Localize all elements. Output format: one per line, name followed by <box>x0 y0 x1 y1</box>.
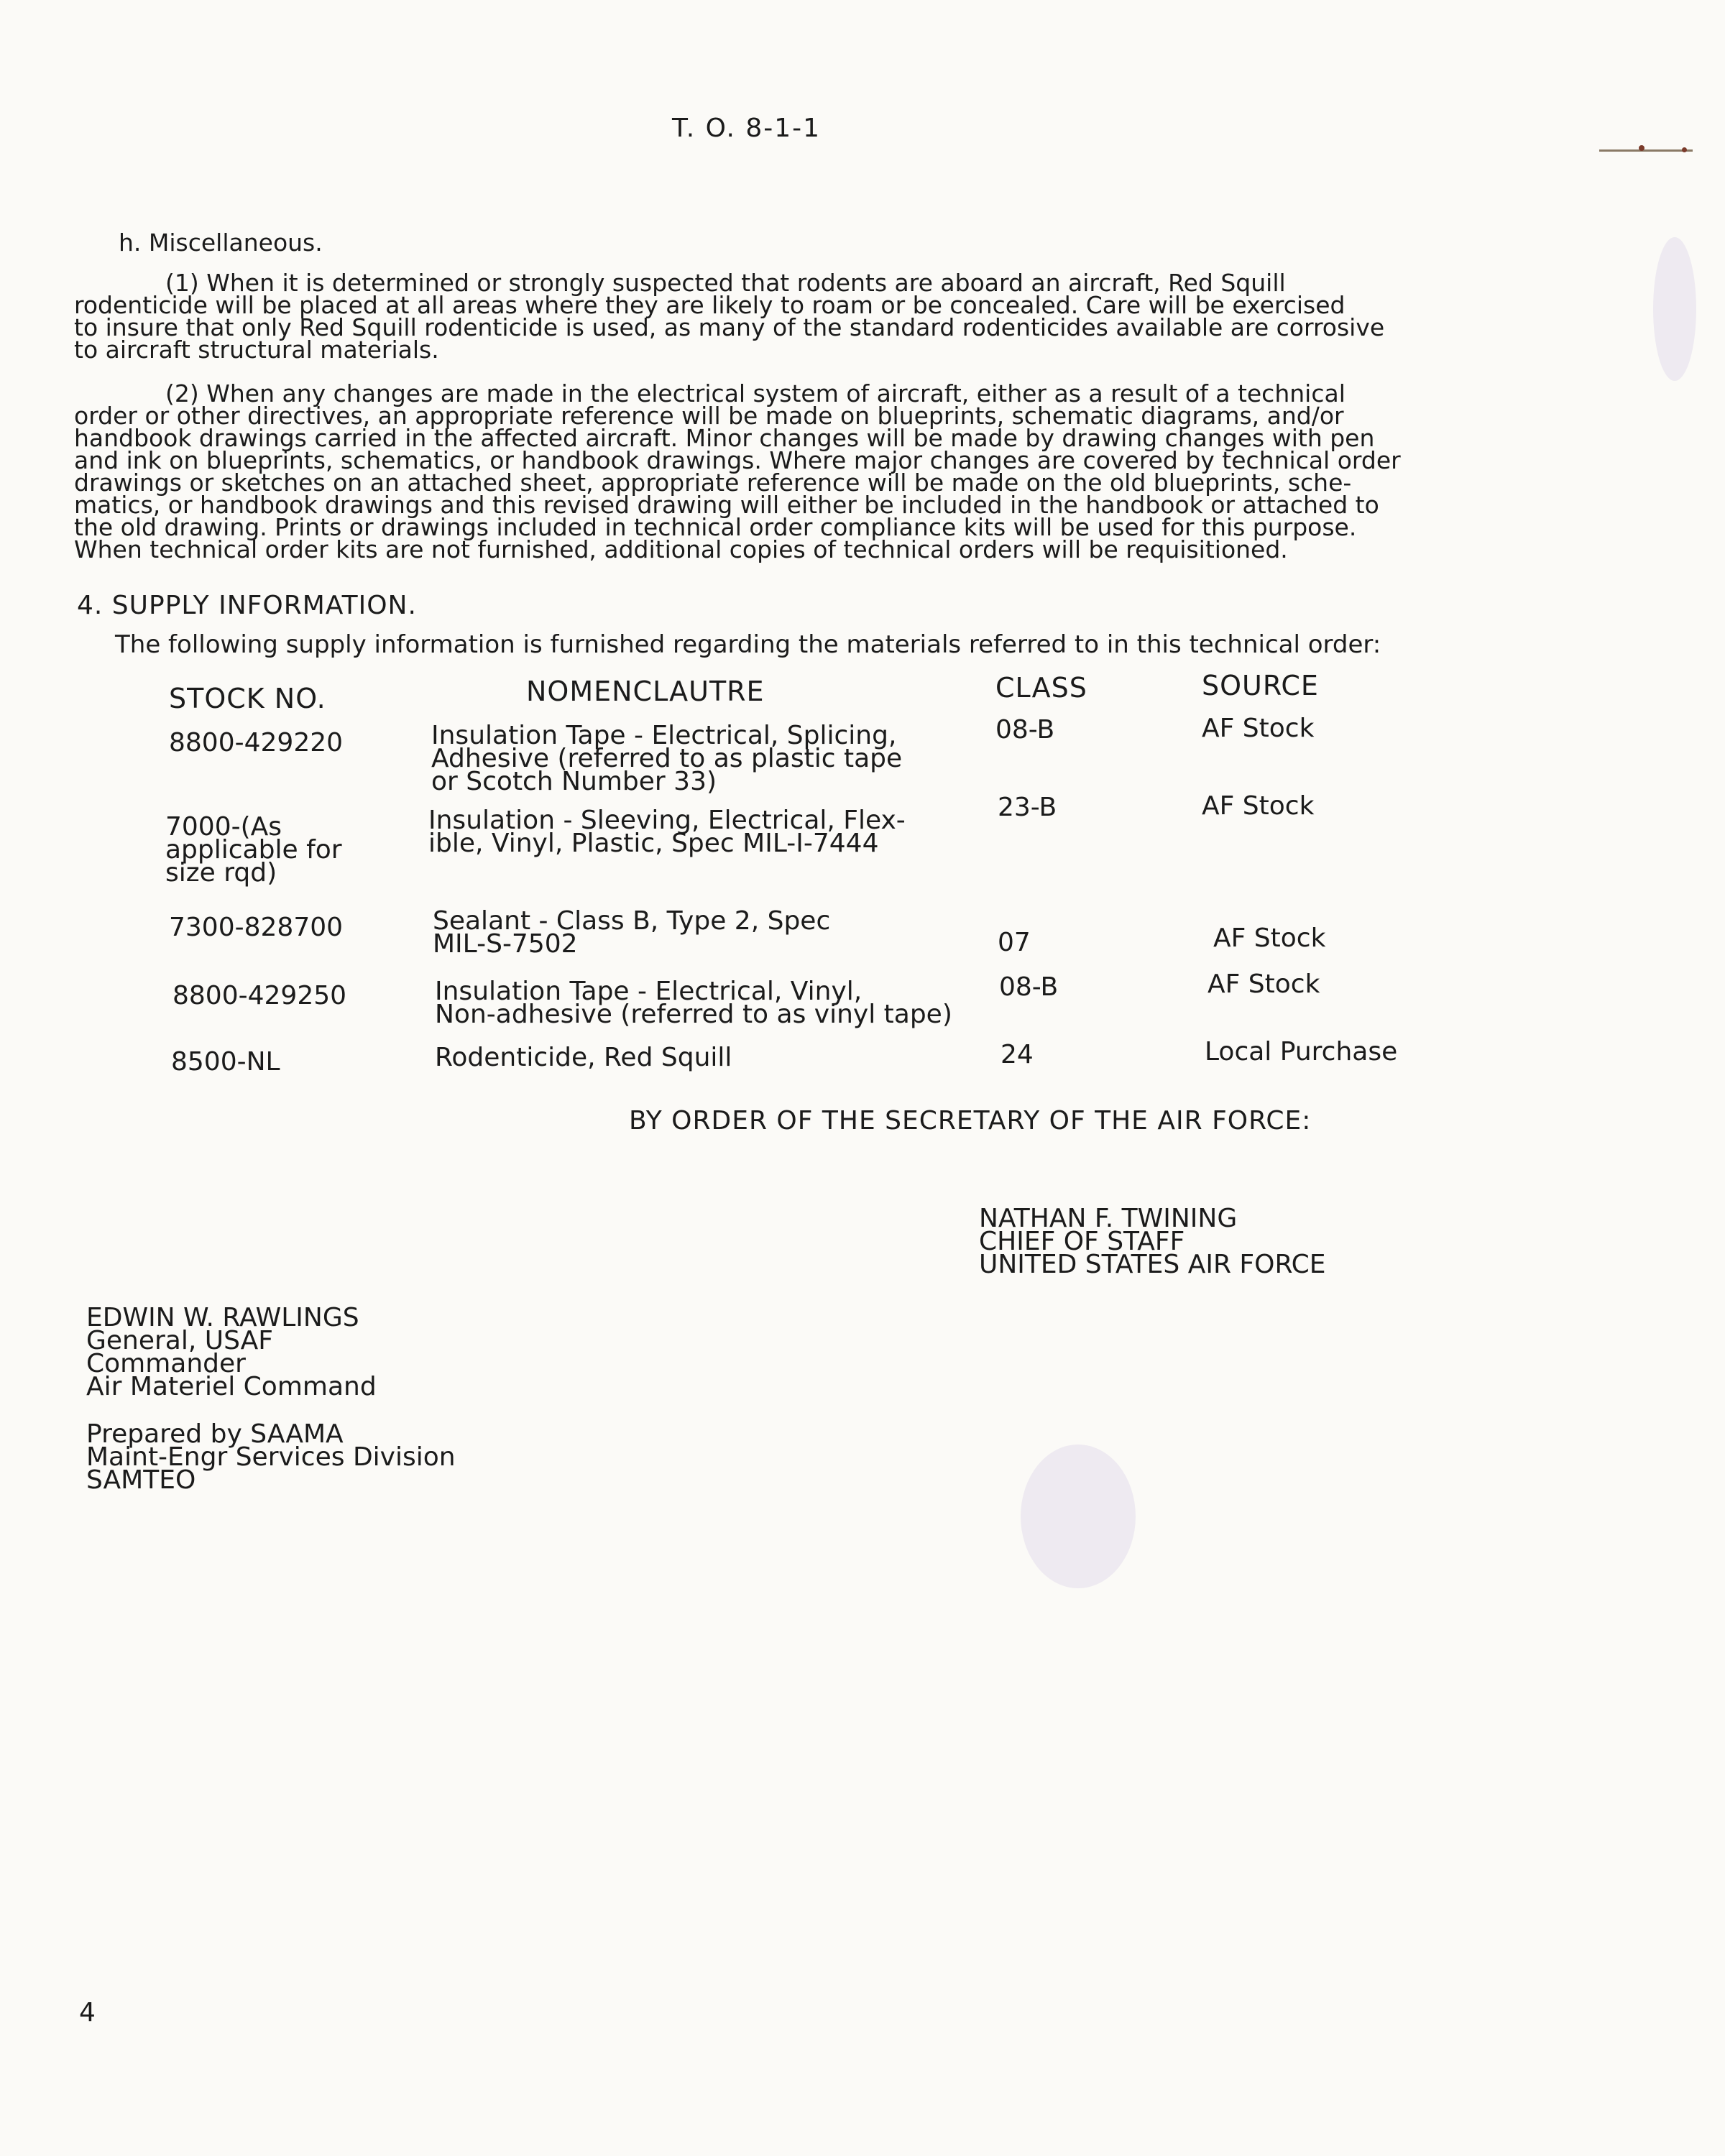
para2-line: When technical order kits are not furnished, additional copies of technical orders will be requisitioned. <box>74 535 1288 563</box>
table-row-3-stock <box>169 913 344 942</box>
table-row-5-class: 24 <box>1000 1040 1034 1069</box>
table-row-2-source: AF Stock <box>1202 791 1315 821</box>
document-id: T. O. 8-1-1 <box>672 114 822 143</box>
col-header-nomenclature: NOMENCLAUTRE <box>526 676 765 707</box>
table-row-4-nomenclature <box>435 977 952 1029</box>
prepared-by-line: Prepared by SAAMA <box>86 1419 344 1449</box>
table-row-5-nomenclature <box>435 1043 732 1072</box>
table-row-1-class: 08-B <box>995 715 1055 745</box>
nomen-line: Rodenticide, Red Squill <box>435 1043 732 1072</box>
prepared-by-line: SAMTEO <box>86 1465 196 1495</box>
prepared-by <box>86 1419 456 1495</box>
nomen-line: Insulation Tape - Electrical, Vinyl, <box>435 977 862 1006</box>
table-row-4-source: AF Stock <box>1208 969 1320 999</box>
para1-line: to insure that only Red Squill rodenticide is used, as many of the standard rodenticides available are corrosive <box>74 313 1385 341</box>
stock-line: applicable for <box>165 835 342 865</box>
table-row-1-source: AF Stock <box>1202 714 1315 743</box>
table-row-3-source: AF Stock <box>1213 923 1326 953</box>
nomen-line: Sealant - Class B, Type 2, Spec <box>433 906 831 936</box>
col-header-stock: STOCK NO. <box>169 683 326 714</box>
table-row-2-class: 23-B <box>998 793 1057 822</box>
para1-line: rodenticide will be placed at all areas where they are likely to roam or be concealed. Care will be exercised <box>74 291 1346 319</box>
signature-right-line: UNITED STATES AIR FORCE <box>979 1250 1326 1279</box>
signature-right-line: NATHAN F. TWINING <box>979 1204 1238 1233</box>
signature-left <box>86 1303 377 1401</box>
prepared-by-line: Maint-Engr Services Division <box>86 1442 456 1472</box>
para2-line: drawings or sketches on an attached sheet, appropriate reference will be made on the old blueprints, sche- <box>74 469 1352 497</box>
table-row-5-source: Local Purchase <box>1205 1037 1398 1067</box>
para2-line: and ink on blueprints, schematics, or handbook drawings. Where major changes are covered by technical order <box>74 446 1401 474</box>
paper-smudge <box>1653 237 1696 381</box>
supply-intro: The following supply information is furnished regarding the materials referred to in this technical order: <box>115 630 1381 659</box>
table-row-5-stock <box>171 1047 280 1077</box>
col-header-source: SOURCE <box>1202 670 1319 701</box>
stock-line: 7000-(As <box>165 812 282 842</box>
stock-line: 7300-828700 <box>169 913 344 942</box>
margin-mark-dot <box>1682 147 1687 152</box>
nomen-line: ible, Vinyl, Plastic, Spec MIL-I-7444 <box>428 829 879 858</box>
stock-line: 8500-NL <box>171 1047 280 1077</box>
signature-left-line: EDWIN W. RAWLINGS <box>86 1303 359 1332</box>
para2-line: order or other directives, an appropriate reference will be made on blueprints, schematic diagrams, and/or <box>74 402 1344 430</box>
page-number: 4 <box>79 1998 96 2027</box>
signature-left-line: Commander <box>86 1349 246 1378</box>
section-4-heading: 4. SUPPLY INFORMATION. <box>77 591 417 620</box>
order-line: BY ORDER OF THE SECRETARY OF THE AIR FORCE: <box>629 1106 1312 1135</box>
signature-right <box>979 1204 1326 1279</box>
stock-line: 8800-429220 <box>169 728 344 757</box>
nomen-line: MIL-S-7502 <box>433 929 578 959</box>
table-row-4-class: 08-B <box>999 972 1059 1002</box>
table-row-3-nomenclature <box>433 906 831 959</box>
section-h-paragraph-2 <box>74 379 1401 563</box>
nomen-line: Insulation Tape - Electrical, Splicing, <box>431 721 897 750</box>
signature-left-line: Air Materiel Command <box>86 1372 377 1401</box>
table-row-2-stock <box>165 812 342 888</box>
nomen-line: Insulation - Sleeving, Electrical, Flex- <box>428 806 906 835</box>
section-h-paragraph-1 <box>74 269 1385 364</box>
stock-line: 8800-429250 <box>172 981 347 1010</box>
para2-line: the old drawing. Prints or drawings included in technical order compliance kits will be used for this purpose. <box>74 513 1357 541</box>
signature-right-line: CHIEF OF STAFF <box>979 1227 1185 1256</box>
table-row-4-stock <box>172 981 347 1010</box>
signature-left-line: General, USAF <box>86 1326 273 1355</box>
nomen-line: Non-adhesive (referred to as vinyl tape) <box>435 1000 952 1029</box>
para2-line: (2) When any changes are made in the electrical system of aircraft, either as a result of a technical <box>165 379 1346 407</box>
col-header-class: CLASS <box>995 672 1087 704</box>
para2-line: handbook drawings carried in the affected aircraft. Minor changes will be made by drawing changes with pen <box>74 424 1375 452</box>
stock-line: size rqd) <box>165 858 277 888</box>
table-row-3-class: 07 <box>998 928 1031 957</box>
table-row-1-nomenclature <box>431 721 903 796</box>
margin-mark <box>1599 149 1693 152</box>
nomen-line: or Scotch Number 33) <box>431 767 717 796</box>
table-row-1-stock <box>169 728 344 757</box>
para1-line: (1) When it is determined or strongly suspected that rodents are aboard an aircraft, Red Squill <box>165 269 1286 297</box>
margin-mark-dot <box>1639 145 1644 151</box>
para1-line: to aircraft structural materials. <box>74 336 439 364</box>
nomen-line: Adhesive (referred to as plastic tape <box>431 744 903 773</box>
table-row-2-nomenclature <box>428 806 906 858</box>
paper-smudge <box>1021 1445 1136 1588</box>
section-h-heading: h. Miscellaneous. <box>119 229 323 257</box>
para2-line: matics, or handbook drawings and this revised drawing will either be included in the handbook or attached to <box>74 491 1379 519</box>
